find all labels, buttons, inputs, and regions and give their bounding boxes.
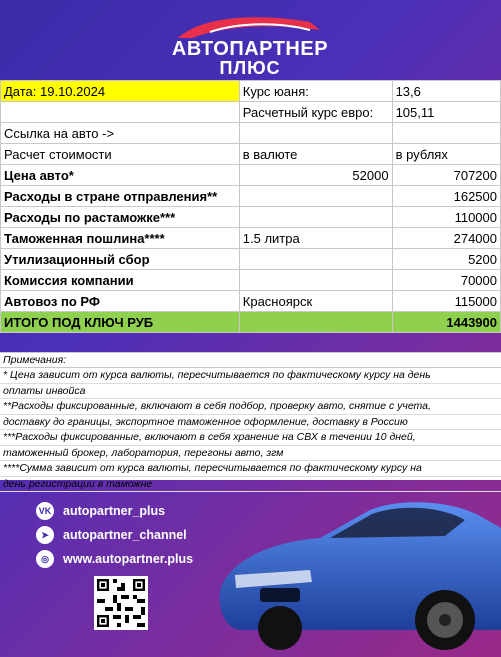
vk-icon: VK <box>36 502 54 520</box>
col-rub: в рублях <box>392 144 500 165</box>
table-row: Автовоз по РФ Красноярск 115000 <box>1 291 501 312</box>
note-line: * Цена зависит от курса валюты, пересчитывается по фактическому курсу на день <box>0 368 501 384</box>
social-telegram-text: autopartner_channel <box>63 528 187 542</box>
table-row: Расходы по растаможке*** 110000 <box>1 207 501 228</box>
col-currency: в валюте <box>239 144 392 165</box>
notes-block <box>0 352 501 490</box>
header <box>0 0 501 80</box>
table-row: Утилизационный сбор 5200 <box>1 249 501 270</box>
total-row <box>1 312 501 333</box>
car-image <box>200 480 501 657</box>
qr-code[interactable] <box>94 576 148 630</box>
date-cell: Дата: 19.10.2024 <box>1 81 240 102</box>
notes-title: Примечания: <box>0 353 501 368</box>
total-label: ИТОГО ПОД КЛЮЧ РУБ <box>1 312 240 333</box>
car-link-label: Ссылка на авто -> <box>1 123 240 144</box>
note-line: ***Расходы фиксированные, включают в себя хранение на СВХ в течении 10 дней, <box>0 430 501 446</box>
contacts-section <box>0 480 501 657</box>
qr-code-icon <box>97 579 145 627</box>
yuan-value: 13,6 <box>392 81 500 102</box>
note-line: день регистрации в таможне <box>0 477 501 493</box>
euro-label: Расчетный курс евро: <box>239 102 392 123</box>
brand-subname: ПЛЮС <box>219 58 281 78</box>
euro-value: 105,11 <box>392 102 500 123</box>
cost-table <box>0 80 501 333</box>
table-row: Таможенная пошлина**** 1.5 литра 274000 <box>1 228 501 249</box>
social-vk[interactable] <box>36 502 165 520</box>
note-line: таможенный брокер, лаборатория, перегоны авто, згм <box>0 446 501 462</box>
social-web[interactable] <box>36 550 193 568</box>
yuan-label: Курс юаня: <box>239 81 392 102</box>
social-vk-text: autopartner_plus <box>63 504 166 518</box>
table-row: Расходы в стране отправления** 162500 <box>1 186 501 207</box>
social-telegram[interactable] <box>36 526 187 544</box>
table-row: Цена авто* 52000 707200 <box>1 165 501 186</box>
note-line: ****Сумма зависит от курса валюты, пересчитывается по фактическому курсу на <box>0 461 501 477</box>
web-icon: ◎ <box>36 550 54 568</box>
social-web-text: www.autopartner.plus <box>63 552 194 566</box>
brand-logo <box>150 10 350 78</box>
table-row: Комиссия компании 70000 <box>1 270 501 291</box>
telegram-icon: ➤ <box>36 526 54 544</box>
note-line: оплаты инвойса <box>0 384 501 400</box>
calc-label: Расчет стоимости <box>1 144 240 165</box>
total-value: 1443900 <box>392 312 500 333</box>
note-line: **Расходы фиксированные, включают в себя подбор, проверку авто, снятие с учета, <box>0 399 501 415</box>
brand-name: АВТОПАРТНЕР <box>171 38 329 60</box>
note-line: доставку до границы, экспортное таможенное оформление, доставку в Россию <box>0 415 501 431</box>
